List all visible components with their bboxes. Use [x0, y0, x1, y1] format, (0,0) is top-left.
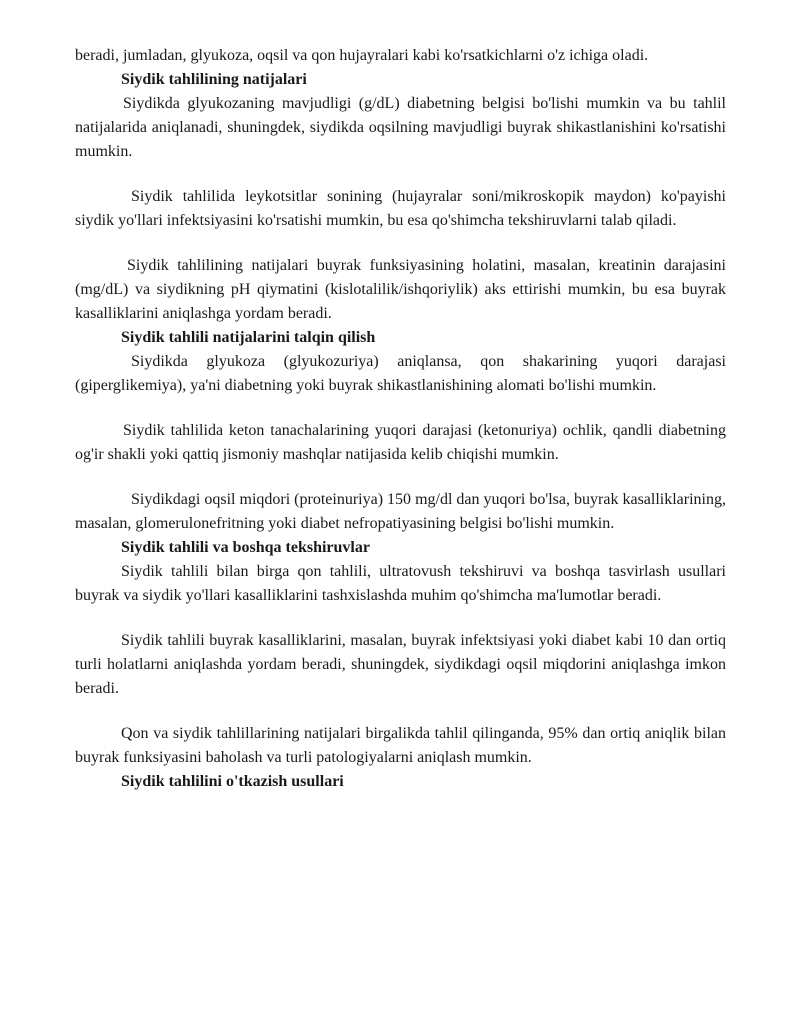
- paragraph: Siydik tahlilida leykotsitlar sonining (hujayralar soni/mikroskopik maydon) ko'payishi siydik yo'llari infektsiyasini ko'rsatishi mumkin, bu esa qo'shimcha tekshiruvlarni talab qiladi.: [75, 188, 726, 229]
- paragraph: Siydikdagi oqsil miqdori (proteinuriya) 150 mg/dl dan yuqori bo'lsa, buyrak kasalliklarining, masalan, glomerulonefritning yoki diabet nefropatiyasining belgisi bo'lishi mumkin.: [75, 491, 726, 532]
- section-heading-other-tests: Siydik tahlili va boshqa tekshiruvlar: [121, 539, 370, 556]
- paragraph: Siydikda glyukoza (glyukozuriya) aniqlansa, qon shakarining yuqori darajasi (giperglikemiya), ya'ni diabetning yoki buyrak shikastlanishining alomati bo'lishi mumkin.: [75, 353, 726, 394]
- intro-paragraph: beradi, jumladan, glyukoza, oqsil va qon hujayralari kabi ko'rsatkichlarni o'z ichiga oladi.: [75, 47, 649, 64]
- document-body: [75, 44, 726, 794]
- section-heading-results: Siydik tahlilining natijalari: [121, 71, 307, 88]
- paragraph: Siydikda glyukozaning mavjudligi (g/dL) diabetning belgisi bo'lishi mumkin va bu tahlil natijalarida aniqlanadi, shuningdek, siydikda oqsilning mavjudligi buyrak shikastlanishini ko'rsatishi mumkin.: [75, 95, 726, 160]
- paragraph: Siydik tahlili buyrak kasalliklarini, masalan, buyrak infektsiyasi yoki diabet kabi 10 dan ortiq turli holatlarni aniqlashda yordam beradi, shuningdek, siydikdagi oqsil miqdorini aniqlashga imkon beradi.: [75, 632, 726, 697]
- section-heading-interpretation: Siydik tahlili natijalarini talqin qilish: [121, 329, 376, 346]
- paragraph: Siydik tahlilida keton tanachalarining yuqori darajasi (ketonuriya) ochlik, qandli diabetning og'ir shakli yoki qattiq jismoniy mashqlar natijasida kelib chiqishi mumkin.: [75, 422, 726, 463]
- paragraph: Qon va siydik tahlillarining natijalari birgalikda tahlil qilinganda, 95% dan ortiq aniqlik bilan buyrak funksiyasini baholash va turli patologiyalarni aniqlash mumkin.: [75, 725, 726, 766]
- paragraph: Siydik tahlilining natijalari buyrak funksiyasining holatini, masalan, kreatinin darajasini (mg/dL) va siydikning pH qiymatini (kislotalilik/ishqoriylik) aks ettirishi mumkin, bu esa buyrak kasalliklarini aniqlashga yordam beradi.: [75, 257, 726, 322]
- section-heading-methods: Siydik tahlilini o'tkazish usullari: [121, 773, 344, 790]
- paragraph: Siydik tahlili bilan birga qon tahlili, ultratovush tekshiruvi va boshqa tasvirlash usullari buyrak va siydik yo'llari kasalliklarini tashxislashda muhim qo'shimcha ma'lumotlar beradi.: [75, 563, 726, 604]
